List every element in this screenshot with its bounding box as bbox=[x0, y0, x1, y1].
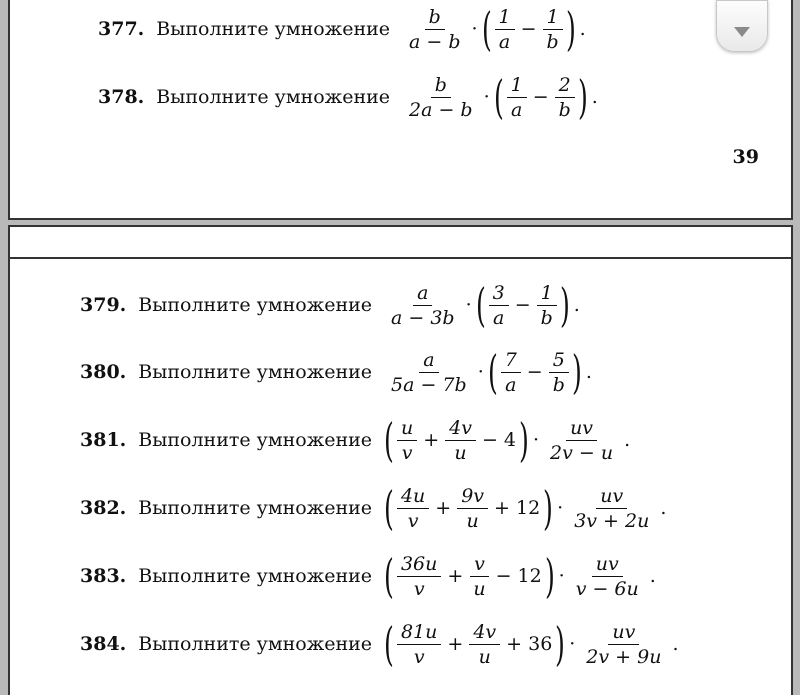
problem-text: Выполните умножение bbox=[138, 361, 373, 383]
formula-380: $\frac{a}{5a - 7b}$ · ( $\frac{7}{a}$ − $\frac{5}{b}$ ) . bbox=[384, 349, 592, 395]
problem-text: Выполните умножение bbox=[138, 633, 373, 655]
page-header-strip bbox=[10, 227, 791, 259]
problem-number: 377. bbox=[98, 18, 145, 40]
fraction: $\frac{4v}{u}$ bbox=[445, 418, 476, 463]
problem-379 bbox=[80, 278, 580, 332]
fraction: $\frac{a}{5a - 7b}$ bbox=[391, 348, 467, 396]
problem-384 bbox=[80, 617, 679, 671]
formula-383: ( $\frac{36u}{v}$ + $\frac{v}{u}$ − 12 ) · $\frac{uv}{v - 6u}$ . bbox=[384, 549, 656, 603]
problem-number: 384. bbox=[80, 633, 127, 655]
problem-378 bbox=[98, 70, 598, 124]
fraction: $\frac{u}{v}$ bbox=[397, 418, 417, 463]
formula-384: ( $\frac{81u}{v}$ + $\frac{4v}{u}$ + 36 ) · $\frac{uv}{2v + 9u}$ . bbox=[384, 617, 679, 671]
problem-382 bbox=[80, 481, 667, 535]
fraction: $\frac{7}{a}$ bbox=[501, 350, 521, 395]
problem-text: Выполните умножение bbox=[138, 429, 373, 451]
book-page-bottom bbox=[8, 225, 793, 695]
fraction: $\frac{1}{a}$ bbox=[495, 7, 515, 52]
book-page-top bbox=[8, 0, 793, 220]
fraction: $\frac{5}{b}$ bbox=[549, 350, 569, 395]
page-number: 39 bbox=[732, 146, 759, 168]
fraction: $\frac{b}{a - b}$ bbox=[409, 5, 461, 53]
fraction: $\frac{uv}{3v + 2u}$ bbox=[574, 484, 650, 532]
problem-number: 379. bbox=[80, 294, 127, 316]
problem-377 bbox=[98, 2, 586, 56]
formula-379: $\frac{a}{a - 3b}$ · ( $\frac{3}{a}$ − $\frac{1}{b}$ ) . bbox=[384, 282, 580, 328]
fraction: $\frac{36u}{v}$ bbox=[397, 554, 441, 599]
fraction: $\frac{b}{2a - b}$ bbox=[409, 73, 473, 121]
fraction: $\frac{uv}{2v - u}$ bbox=[550, 416, 614, 464]
formula-381: ( $\frac{u}{v}$ + $\frac{4v}{u}$ − 4 ) · $\frac{uv}{2v - u}$ . bbox=[384, 413, 631, 467]
problem-text: Выполните умножение bbox=[138, 497, 373, 519]
formula-382: ( $\frac{4u}{v}$ + $\frac{9v}{u}$ + 12 ) · $\frac{uv}{3v + 2u}$ . bbox=[384, 481, 667, 535]
problem-383 bbox=[80, 549, 656, 603]
problem-number: 383. bbox=[80, 565, 127, 587]
problem-number: 382. bbox=[80, 497, 127, 519]
problem-text: Выполните умножение bbox=[138, 294, 373, 316]
fraction: $\frac{3}{a}$ bbox=[489, 283, 509, 328]
problem-number: 380. bbox=[80, 361, 127, 383]
fraction: $\frac{9v}{u}$ bbox=[457, 486, 488, 531]
fraction: $\frac{v}{u}$ bbox=[469, 554, 489, 599]
scroll-down-button[interactable] bbox=[716, 0, 768, 52]
fraction: $\frac{4u}{v}$ bbox=[397, 486, 429, 531]
fraction: $\frac{4v}{u}$ bbox=[469, 622, 500, 667]
fraction: $\frac{1}{a}$ bbox=[507, 75, 527, 120]
problem-text: Выполните умножение bbox=[156, 86, 391, 108]
problem-380 bbox=[80, 345, 592, 399]
problem-number: 381. bbox=[80, 429, 127, 451]
fraction: $\frac{2}{b}$ bbox=[555, 75, 575, 120]
fraction: $\frac{81u}{v}$ bbox=[397, 622, 441, 667]
formula-377: $\frac{b}{a - b}$ · ( $\frac{1}{a}$ − $\frac{1}{b}$ ) . bbox=[402, 6, 586, 52]
fraction: $\frac{1}{b}$ bbox=[537, 283, 557, 328]
problem-number: 378. bbox=[98, 86, 145, 108]
problem-text: Выполните умножение bbox=[138, 565, 373, 587]
fraction: $\frac{1}{b}$ bbox=[543, 7, 563, 52]
fraction: $\frac{uv}{v - 6u}$ bbox=[575, 552, 639, 600]
fraction: $\frac{uv}{2v + 9u}$ bbox=[586, 620, 662, 668]
problem-text: Выполните умножение bbox=[156, 18, 391, 40]
fraction: $\frac{a}{a - 3b}$ bbox=[391, 281, 455, 329]
problem-381 bbox=[80, 413, 631, 467]
formula-378: $\frac{b}{2a - b}$ · ( $\frac{1}{a}$ − $\frac{2}{b}$ ) . bbox=[402, 74, 598, 120]
